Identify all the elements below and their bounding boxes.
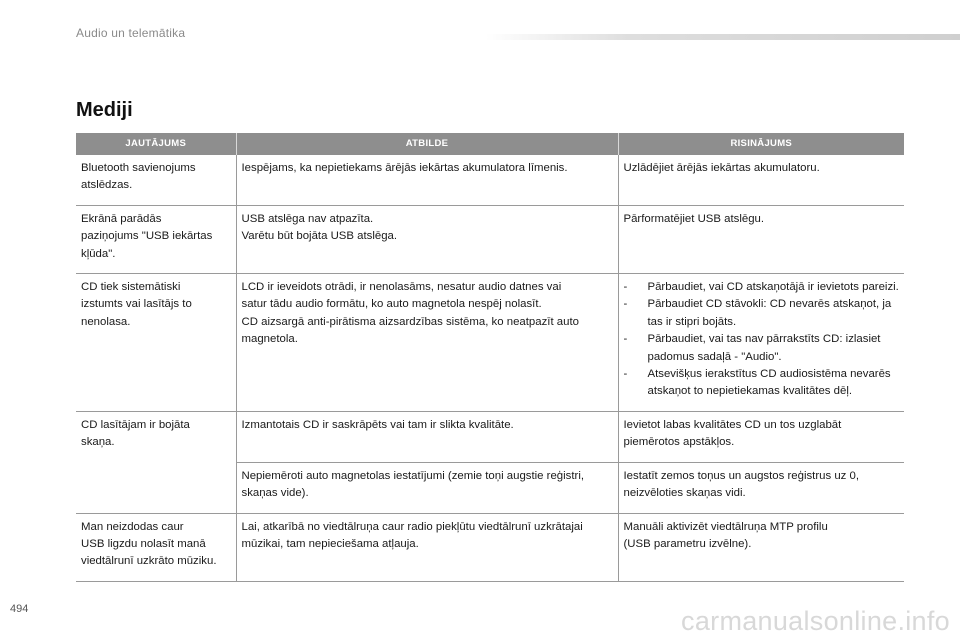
answer-cell [236,205,618,273]
answer-text: CD aizsargā anti-pirātisma aizsardzības sistēma, ko neatpazīt auto [241,315,579,328]
question-text: nenolasa. [81,315,131,328]
question-cell [76,205,236,273]
page-number: 494 [10,603,29,615]
answer-text: Varētu būt bojāta USB atslēga. [241,230,398,243]
solution-list-item: - Pārbaudiet, vai tas nav pārrakstīts CD: izlasiet padomus sadaļā - "Audio". [624,331,901,366]
question-text: skaņa. [81,436,115,449]
table-row [76,205,904,273]
answer-text: skaņas vide). [241,487,309,500]
question-cell [76,274,236,412]
solution-list-item: - Pārbaudiet, vai CD atskaņotājā ir ievietots pareizi. [624,279,901,296]
answer-text: Lai, atkarībā no viedtālruņa caur radio piekļūtu viedtālrunī uzkrātajai [241,520,583,533]
section-title: Mediji [76,99,133,121]
table-row [76,411,904,462]
solution-text: Uzlādējiet ārējās iekārtas akumulatoru. [623,162,820,174]
answer-cell [236,513,618,581]
answer-cell [236,274,618,412]
question-text: USB ligzdu nolasīt manā [81,537,206,550]
question-cell [76,411,236,513]
solution-text: (USB parametru izvēlne). [623,537,752,550]
solution-text: piemērotos apstākļos. [623,436,735,449]
header-decorative-bar [486,34,960,40]
solution-cell [618,462,904,513]
solution-list [624,279,901,401]
solution-cell [618,205,904,273]
question-text: CD tiek sistemātiski [81,281,181,294]
question-text: atslēdzas. [81,179,133,192]
question-text: izstumts vai lasītājs to [81,298,192,311]
question-text: Bluetooth savienojums [81,162,196,174]
solution-cell [618,274,904,412]
question-text: paziņojums "USB iekārtas [81,230,213,243]
answer-text: satur tādu audio formātu, ko auto magnetola nespēj nolasīt. [241,298,542,311]
solution-text: Pārformatējiet USB atslēgu. [623,212,765,225]
answer-text: Iespējams, ka nepietiekams ārējās iekārtas akumulatora līmenis. [241,162,568,174]
solution-text: neizvēloties skaņas vidi. [623,487,746,500]
table-row [76,155,904,205]
troubleshooting-table [76,133,904,582]
header-title: Audio un telemātika [76,26,186,40]
answer-text: magnetola. [241,333,298,346]
solution-list-item: - Pārbaudiet CD stāvokli: CD nevarēs atskaņot, ja tas ir stipri bojāts. [624,296,901,331]
solution-cell [618,513,904,581]
table-row [76,274,904,412]
solution-cell [618,155,904,205]
question-text: Man neizdodas caur [81,520,184,533]
question-cell [76,155,236,205]
answer-text: Nepiemēroti auto magnetolas iestatījumi (zemie toņi augstie reģistri, [241,469,585,482]
column-header-solution: RISINĀJUMS [618,133,904,155]
solution-cell [618,411,904,462]
question-cell [76,513,236,581]
question-text: CD lasītājam ir bojāta [81,418,190,431]
question-text: Ekrānā parādās [81,212,162,225]
solution-text: Manuāli aktivizēt viedtālruņa MTP profilu [623,520,828,533]
table-header-row [76,133,904,155]
question-text: viedtālrunī uzkrāto mūziku. [81,555,217,568]
watermark: carmanualsonline.info [681,606,950,636]
answer-cell [236,155,618,205]
solution-list-item: - Atsevišķus ierakstītus CD audiosistēma nevarēs atskaņot to nepietiekamas kvalitātes dēļ. [624,366,901,401]
solution-text: Ievietot labas kvalitātes CD un tos uzglabāt [623,418,842,431]
answer-cell [236,411,618,462]
column-header-answer: ATBILDE [236,133,618,155]
column-header-question: JAUTĀJUMS [76,133,236,155]
answer-text: LCD ir ieveidots otrādi, ir nenolasāms, nesatur audio datnes vai [241,281,562,294]
answer-text: Izmantotais CD ir saskrāpēts vai tam ir slikta kvalitāte. [241,418,514,431]
table-row [76,513,904,581]
solution-text: Iestatīt zemos toņus un augstos reģistrus uz 0, [623,469,860,482]
answer-cell [236,462,618,513]
answer-text: USB atslēga nav atpazīta. [241,212,374,225]
answer-text: mūzikai, tam nepieciešama atļauja. [241,537,419,550]
question-text: kļūda". [81,247,116,260]
